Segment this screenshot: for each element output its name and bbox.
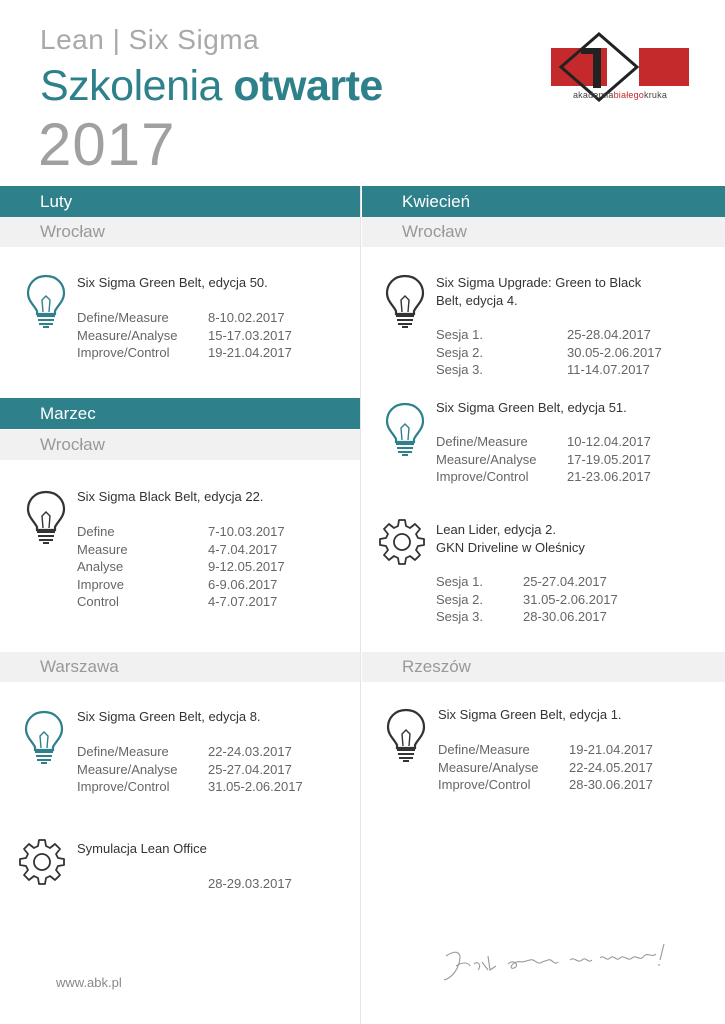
schedule-row: Measure/Analyse 15-17.03.2017 [77,327,292,343]
course-title: Six Sigma Green Belt, edycja 8. [77,709,261,724]
schedule-row: Sesja 2. 31.05-2.06.2017 [436,591,618,607]
schedule-row: Measure/Analyse 22-24.05.2017 [438,759,653,775]
schedule-row: Control 4-7.07.2017 [77,594,278,610]
schedule-row: Define/Measure 10-12.04.2017 [436,434,651,449]
course-title: Six Sigma Black Belt, edycja 22. [77,489,264,504]
course-title: Six Sigma Green Belt, edycja 50. [77,275,268,290]
month-bar-kwiecien: Kwiecień [362,186,725,217]
month-bar-luty: Luty [0,186,360,217]
schedule-row: Measure/Analyse 25-27.04.2017 [77,761,292,777]
gear-icon [378,518,426,566]
schedule-row: Define/Measure 8-10.02.2017 [77,310,285,325]
course-schedule [436,573,706,626]
schedule-row: Sesja 1. 25-27.04.2017 [436,574,607,589]
course-title: Six Sigma Upgrade: Green to Black Belt, edycja 4. [436,275,642,308]
schedule-row: Define/Measure 22-24.03.2017 [77,744,292,759]
lightbulb-icon [384,706,428,764]
schedule-row: Analyse 9-12.05.2017 [77,559,285,575]
schedule-row: Improve 6-9.06.2017 [77,576,278,592]
course-date: 28-29.03.2017 [208,876,292,891]
course-title: Six Sigma Green Belt, edycja 1. [438,707,622,722]
header-subtitle: Lean | Six Sigma [40,24,260,55]
course-title: Six Sigma Green Belt, edycja 51. [436,400,627,415]
schedule-row: Sesja 3. 11-14.07.2017 [436,362,650,378]
city-bar-warszawa: Warszawa [0,652,360,682]
course-schedule [77,309,347,362]
schedule-row: Improve/Control 28-30.06.2017 [438,777,653,793]
title-light: Szkolenia [40,62,234,110]
schedule-row: Measure 4-7.04.2017 [77,541,278,557]
course-title: Symulacja Lean Office [77,841,207,856]
city-bar-kwiecien: Wrocław [362,217,725,247]
schedule-row: Improve/Control 21-23.06.2017 [436,469,651,485]
logo-text: akademiabiałegokruka [572,90,668,100]
schedule-row: Sesja 2. 30.05-2.06.2017 [436,344,662,360]
course-schedule [77,743,347,796]
course-schedule [77,523,347,611]
page-title [40,62,383,111]
lightbulb-icon [24,488,68,546]
schedule-row: Improve/Control 19-21.04.2017 [77,345,292,361]
schedule-row: Sesja 3. 28-30.06.2017 [436,609,607,625]
footer-url[interactable]: www.abk.pl [56,975,122,990]
course-schedule [436,433,706,486]
course-schedule [436,326,706,379]
handwritten-signature [438,936,688,992]
schedule-row: Define/Measure 19-21.04.2017 [438,742,653,757]
lightbulb-icon [383,272,427,330]
lightbulb-icon [24,272,68,330]
column-divider [360,186,361,1024]
month-bar-marzec: Marzec [0,398,360,429]
schedule-row: Sesja 1. 25-28.04.2017 [436,327,651,342]
city-bar-rzeszow: Rzeszów [362,652,725,682]
course-title: Lean Lider, edycja 2. GKN Driveline w Oleśnicy [436,522,585,555]
page-year: 2017 [38,111,176,178]
schedule-row: Measure/Analyse 17-19.05.2017 [436,451,651,467]
gear-icon [18,838,66,886]
course-schedule [438,741,708,794]
city-bar-marzec: Wrocław [0,430,360,460]
schedule-row: Improve/Control 31.05-2.06.2017 [77,779,303,795]
lightbulb-icon [383,400,427,458]
title-bold: otwarte [233,62,383,110]
lightbulb-icon [22,708,66,766]
city-bar-luty: Wrocław [0,217,360,247]
schedule-row: Define 7-10.03.2017 [77,524,285,539]
